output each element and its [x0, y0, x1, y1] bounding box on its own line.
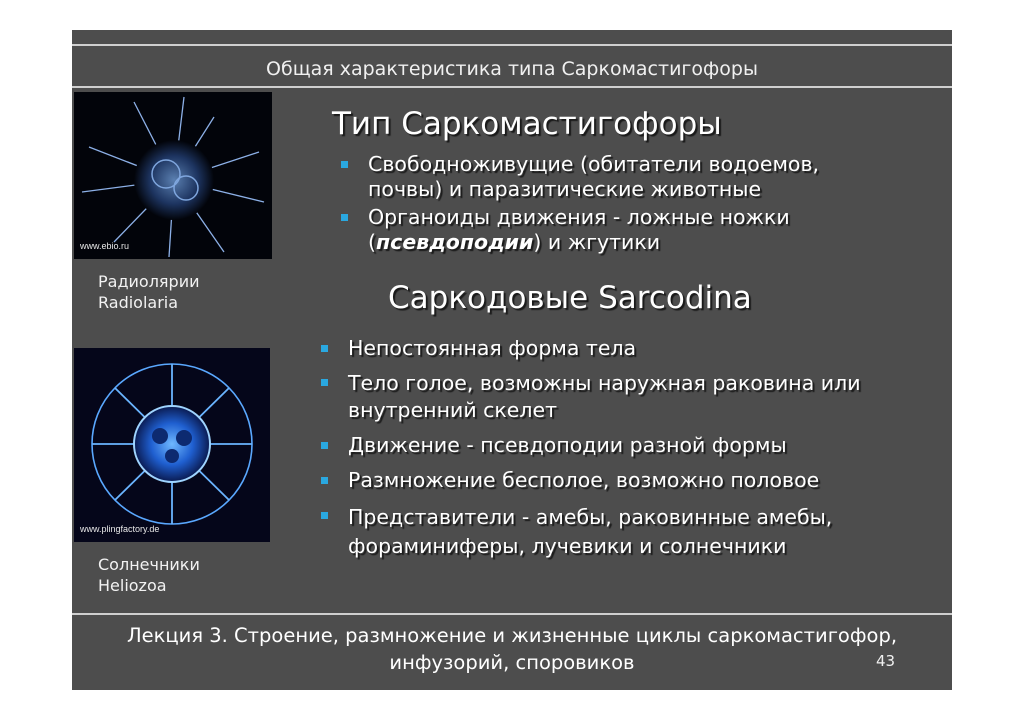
- radiolarian-image: [74, 92, 272, 259]
- image-credit: www.plingfactory.de: [80, 524, 160, 534]
- radiolarian-illustration: [74, 92, 272, 259]
- list-item: [314, 503, 934, 561]
- bullet-line: Движение - псевдоподии разной формы: [348, 433, 787, 457]
- list-item: [334, 152, 934, 202]
- title-divider: [72, 86, 952, 88]
- bullet-line: фораминиферы, лучевики и солнечники: [348, 534, 787, 558]
- sarcodina-bullet-list: [314, 336, 934, 561]
- slide-title: Общая характеристика типа Саркомастигофоры: [266, 58, 758, 80]
- type-bullet-list: [334, 152, 934, 255]
- footer-line: Лекция 3. Строение, размножение и жизненные циклы саркомастигофор,: [126, 624, 898, 647]
- caption-lat: Heliozoa: [98, 576, 167, 595]
- section-heading-type: Тип Саркомастигофоры: [332, 106, 722, 142]
- caption-lat: Radiolaria: [98, 293, 179, 312]
- bullet-icon: [321, 512, 328, 519]
- list-item: [314, 433, 934, 458]
- image-credit: www.ebio.ru: [80, 241, 130, 251]
- bullet-line: Свободноживущие (обитатели водоемов,: [368, 152, 820, 176]
- bullet-icon: [321, 442, 328, 449]
- bullet-icon: [341, 161, 348, 168]
- bullet-line: Тело голое, возможны наружная раковина или: [348, 371, 861, 395]
- bullet-line: почвы) и паразитические животные: [368, 177, 762, 201]
- list-item: [314, 370, 934, 424]
- bullet-line: Представители - амебы, раковинные амебы,: [348, 505, 833, 529]
- paren-open: (: [368, 230, 376, 254]
- bullet-icon: [341, 214, 348, 221]
- slide: [72, 30, 952, 690]
- list-item: [334, 205, 934, 255]
- emphasized-term: псевдоподии: [376, 230, 534, 254]
- caption-ru: Солнечники: [98, 555, 200, 574]
- bullet-tail: ) и жгутики: [533, 230, 661, 254]
- lecture-footer: [72, 622, 952, 676]
- list-item: [314, 468, 934, 493]
- radiolaria-caption: [98, 271, 200, 313]
- list-item: [314, 336, 934, 361]
- heliozoa-caption: [98, 554, 200, 596]
- bullet-line: внутренний скелет: [348, 398, 558, 422]
- bullet-line: Непостоянная форма тела: [348, 336, 637, 360]
- heliozoan-image: [74, 348, 270, 542]
- section-heading-sarcodina: Саркодовые Sarcodina: [388, 280, 752, 316]
- footer-line: инфузорий, споровиков: [389, 651, 635, 674]
- bullet-icon: [321, 477, 328, 484]
- bullet-icon: [321, 379, 328, 386]
- footer-divider: [72, 613, 952, 615]
- bullet-line: Органоиды движения - ложные ножки: [368, 205, 790, 229]
- bullet-line: Размножение бесполое, возможно половое: [348, 468, 820, 492]
- heliozoan-illustration: [74, 348, 270, 542]
- caption-ru: Радиолярии: [98, 272, 200, 291]
- top-divider: [72, 44, 952, 46]
- bullet-icon: [321, 345, 328, 352]
- page-number: 43: [876, 652, 896, 670]
- bullet-line: [368, 230, 934, 255]
